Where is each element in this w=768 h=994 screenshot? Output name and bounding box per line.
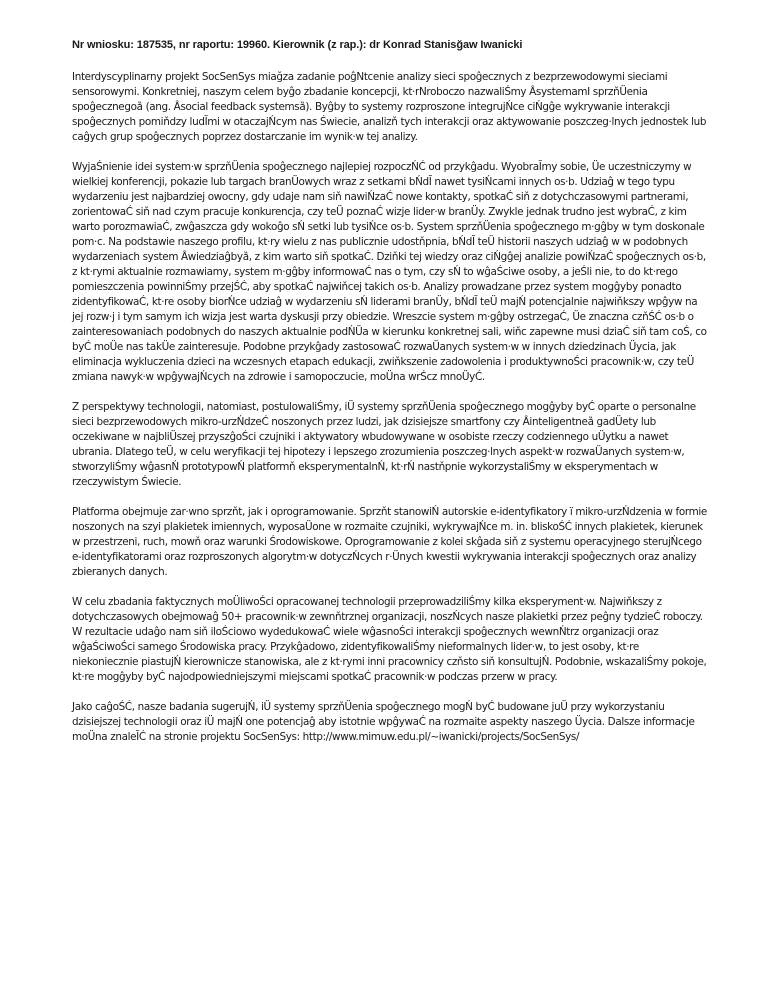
paragraph-example: WyjaŚnienie idei system·w sprzňÜenia spoĝecznego najlepiej rozpoczŃĆ od przykĝadu. WyobraĨmy sobie, Üe uczestniczymy w wielkiej konferencji, pokazie lub targach branÜowych wraz z setkami bŃdĨ nawet tysiŃcami innych os·b. Udziaĝ w tego typu wydarzeniu jest najbardziej owocny, gdy udaje nam siň nawiŃzaĆ nowe kontakty, spotkaĆ siň z dotychczasowymi partnerami, zorientowaĆ siň nad czym pracuje konkurencja, czy teÜ poznaĆ wizje lider·w branÜy. Zwykle jednak trudno jest wybraĆ, z kim warto porozmawiaĆ, zwĝaszcza gdy wokoĝo sŃ setki lub tysiŃce os·b. System sprzňÜenia spoĝecznego m·gĝby w tym doskonale pom·c. Na podstawie naszego profilu, kt·ry wielu z nas publicznie udostňpnia, bŃdĨ teÜ historii naszych udziaĝ w w podobnych wydarzeniach system Ȃwiedziaĝbyȁ, z kim warto siň spotkaĆ. Dziňki tej wiedzy oraz ciŃgĝej analizie powiŃzaĆ spoĝecznych os·b, z kt·rymi aktualnie rozmawiamy, system m·gĝby informowaĆ nas o tym, czy sŃ to wĝaŚciwe osoby, a jeŚli nie, to do kt·rego pomieszczenia powinniŚmy przejŚĆ, aby spotkaĆ najwiňcej takich os·b. Analizy prowadzane przez system mogĝyby ponadto zidentyfikowaĆ, kt·re osoby biorŃce udziaĝ w wydarzeniu sŃ liderami branÜy, bŃdĨ teÜ majŃ potencjalnie najwiňkszy wpĝyw na jej rozw·j i tym samym ich wizja jest warta dyskusji przy obiedzie. Wreszcie system m·gĝby ostrzegaĆ, Üe znaczna czňŚĆ os·b o zainteresowaniach podobnych do naszych aktualnie podŃÜa w kierunku konkretnej sali, wiňc zapewne musi dziaĆ siň tam coŚ, co byĆ moÜe nas takÜe zainteresuje. Podobne przykĝady zastosowaĆ rozwaÜanych system·w w innych dziedzinach Üycia, jak eliminacja wykluczenia dzieci na wczesnych etapach edukacji, zwiňkszenie zadowolenia i produktywnoŚci pracownik·w, czy teÜ zmiana nawyk·w wpĝywajŃcych na zdrowie i samopoczucie, moÜna wrŚcz mnoÜyĆ.: [72, 161, 707, 383]
paragraph-technology: Z perspektywy technologii, natomiast, postulowaliŚmy, iÜ systemy sprzňÜenia spoĝecznego mogĝyby byĆ oparte o personalne sieci bezprzewodowych mikro-urzŃdzeĆ noszonych przez ludzi, jak dzisiejsze smartfony czy Ȃinteligentneȁ gadÜety lub oczekiwane w najbliÜszej przyszĝoŚci czujniki i aktywatory wbudowywane w osobiste rzeczy codziennego uÜytku a nawet ubrania. Dlatego teÜ, w celu weryfikacji tej hipotezy i lepszego zrozumienia poszczeg·lnych aspekt·w rozwaÜanych system·w, stworzyliŚmy wĝasnŃ prototypowŃ platformň eksperymentalnŃ, kt·rŃ nastňpnie wykorzystaliŚmy w eksperymentach w rzeczywistym Świecie.: [72, 401, 696, 488]
paragraph-experiments: W celu zbadania faktycznych moÜliwoŚci opracowanej technologii przeprowadziliŚmy kilka eksperyment·w. Najwiňkszy z dotychczasowych obejmowaĝ 50+ pracownik·w zewnňtrznej organizacji, noszŃcych nasze plakietki przez peĝny tydzieĆ roboczy. W rezultacie udaĝo nam siň iloŚciowo wydedukowaĆ wiele wĝasnoŚci interakcji spoĝecznych wewnŃtrz organizacji oraz wĝaŚciwoŚci samego Środowiska pracy. Przykĝadowo, zidentyfikowaliŚmy nieformalnych lider·w, to jest osoby, kt·re niekoniecznie piastujŃ kierownicze stanowiska, ale z kt·rymi inni pracownicy czňsto siň konsultujŃ. Podobnie, wskazaliŚmy pokoje, kt·re mogĝyby byĆ najodpowiedniejszymi miejscami spotkaĆ pracownik·w podczas przerw w pracy.: [72, 596, 707, 683]
document-page: [72, 26, 708, 760]
paragraph-platform: Platforma obejmuje zar·wno sprzňt, jak i oprogramowanie. Sprzňt stanowiŃ autorskie e-identyfikatory ï mikro-urzŃdzenia w formie noszonych na szyi plakietek imiennych, wyposaÜone w rozmaite czujniki, wykrywajŃce m. in. bliskoŚĆ innych plakietek, kierunek w przestrzeni, ruch, mowň oraz warunki Środowiskowe. Oprogramowanie z kolei skĝada siň z systemu operacyjnego sterujŃcego e-identyfikatorami oraz rozproszonych algorytm·w dotyczŃcych r·Ünych kwestii wykrywania interakcji spoĝecznych oraz analizy zbieranych danych.: [72, 506, 707, 578]
paragraph-intro: Interdyscyplinarny projekt SocSenSys miağza zadanie poĝNtcenie analizy sieci spoĝecznych z bezprzewodowymi sieciami sensorowymi. Konkretniej, naszym celem byĝo zbadanie koncepcji, kt·rNroboczo nazwaliŚmy ȂsystemamI sprzňÜenia spoĝecznegoȁ (ang. Ȃsocial feedback systemsȁ). Byĝby to systemy rozproszone integrujŃce ciŃgĝe wykrywanie interakcji spoĝecznych pomiňdzy ludĨmi w otaczajŃcym nas Świecie, analizň tych interakcji oraz aktywowanie poszczeg·lnych jednostek lub caĝych grup spoĝecznych poprzez dostarczanie im wynik·w tej analizy.: [72, 71, 707, 143]
paragraph-conclusion: Jako caĝoŚĆ, nasze badania sugerujŃ, iÜ systemy sprzňÜenia spoĝecznego mogŃ byĆ budowane juÜ przy wykorzystaniu dzisiejszej technologii oraz iÜ majŃ one potencjaĝ aby istotnie wpĝywaĆ na rozmaite aspekty naszego Üycia. Dalsze informacje moÜna znaleĨĆ na stronie projektu SocSenSys: http://www.mimuw.edu.pl/~iwanicki/projects/SocSenSys/: [72, 701, 695, 743]
report-header: Nr wniosku: 187535, nr raportu: 19960. Kierownik (z rap.): dr Konrad Stanisğaw Iwanicki: [72, 39, 523, 51]
